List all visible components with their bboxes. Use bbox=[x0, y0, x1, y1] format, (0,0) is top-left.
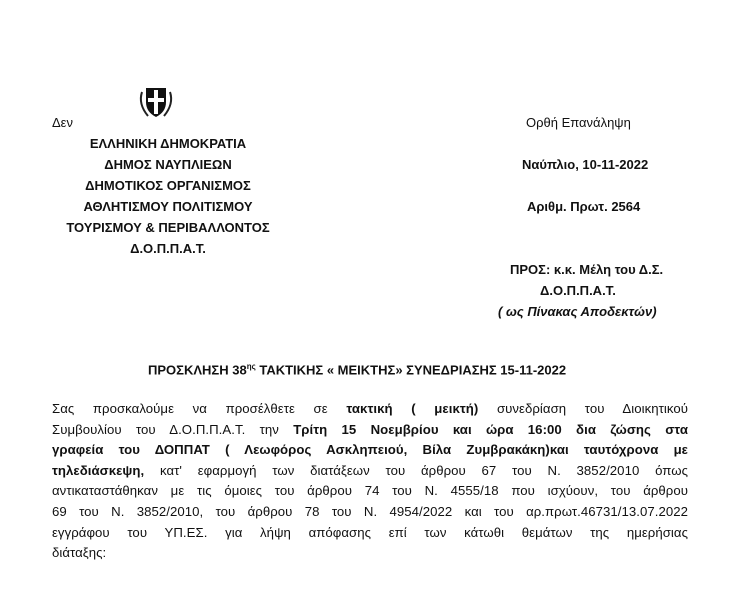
org-line-3: ΔΗΜΟΤΙΚΟΣ ΟΡΓΑΝΙΣΜΟΣ bbox=[85, 178, 251, 193]
body-l2-b: Τρίτη 15 Νοεμβρίου και ώρα 16:00 δια ζώσης στα bbox=[293, 421, 688, 437]
den-label: Δεν bbox=[52, 115, 73, 130]
body-line-2 bbox=[52, 420, 688, 441]
body-l4-b: κατ' εφαρμογή των διατάξεων του άρθρου 67 του Ν. 3852/2010 όπως bbox=[144, 462, 688, 478]
body-l4-a: τηλεδιάσκεψη, bbox=[52, 462, 145, 478]
body-line-3: γραφεία του ΔΟΠΠΑΤ ( Λεωφόρος Ασκληπειού, Βίλα Ζυμβρακάκη)και ταυτόχρονα με bbox=[52, 442, 688, 458]
title-main: ΠΡΟΣΚΛΗΣΗ 38 bbox=[148, 362, 247, 378]
title-superscript: ης bbox=[246, 362, 256, 371]
org-line-6: Δ.Ο.Π.Π.Α.Τ. bbox=[130, 241, 206, 256]
body-l1-b: τακτική ( μεικτή) bbox=[346, 401, 479, 416]
invitation-body bbox=[52, 399, 688, 564]
place-date: Ναύπλιο, 10-11-2022 bbox=[522, 157, 649, 172]
title-rest: ΤΑΚΤΙΚΗΣ « ΜΕΙΚΤΗΣ» ΣΥΝΕΔΡΙΑΣΗΣ 15-11-2022 bbox=[255, 362, 567, 378]
body-line-5: αντικαταστάθηκαν με τις όμοιες του άρθρου 74 του Ν. 4555/18 που ισχύουν, του άρθρου bbox=[52, 483, 688, 499]
recipients-line-3: ( ως Πίνακας Αποδεκτών) bbox=[498, 304, 657, 319]
correction-label: Ορθή Επανάληψη bbox=[526, 115, 631, 130]
protocol-number: Αριθμ. Πρωτ. 2564 bbox=[527, 199, 641, 214]
body-l1-a: Σας προσκαλούμε να προσέλθετε σε bbox=[52, 401, 347, 416]
document-title bbox=[148, 362, 566, 377]
body-line-6: 69 του Ν. 3852/2010, του άρθρου 78 του Ν. 4954/2022 και του αρ.πρωτ.46731/13.07.2022 bbox=[52, 503, 688, 519]
recipients-line-2: Δ.Ο.Π.Π.Α.Τ. bbox=[540, 283, 616, 298]
coat-of-arms-icon bbox=[136, 84, 176, 120]
body-line-4 bbox=[52, 461, 688, 482]
recipients-line-1: ΠΡΟΣ: κ.κ. Μέλη του Δ.Σ. bbox=[510, 262, 664, 277]
org-line-5: ΤΟΥΡΙΣΜΟΥ & ΠΕΡΙΒΑΛΛΟΝΤΟΣ bbox=[66, 220, 270, 235]
body-l1-c: συνεδρίαση του Διοικητικού bbox=[478, 401, 688, 416]
org-line-4: ΑΘΛΗΤΙΣΜΟΥ ΠΟΛΙΤΙΣΜΟΥ bbox=[83, 199, 253, 214]
body-line-7: εγγράφου του ΥΠ.ΕΣ. για λήψη απόφασης επί των κάτωθι θεμάτων της ημερήσιας bbox=[52, 524, 688, 540]
org-line-1: ΕΛΛΗΝΙΚΗ ΔΗΜΟΚΡΑΤΙΑ bbox=[89, 136, 247, 151]
org-line-2: ΔΗΜΟΣ ΝΑΥΠΛΙΕΩΝ bbox=[104, 157, 232, 172]
body-line-8: διάταξης: bbox=[52, 545, 107, 561]
body-line-1 bbox=[52, 399, 688, 420]
body-l2-a: Συμβουλίου του Δ.Ο.Π.Π.Α.Τ. την bbox=[52, 421, 294, 437]
